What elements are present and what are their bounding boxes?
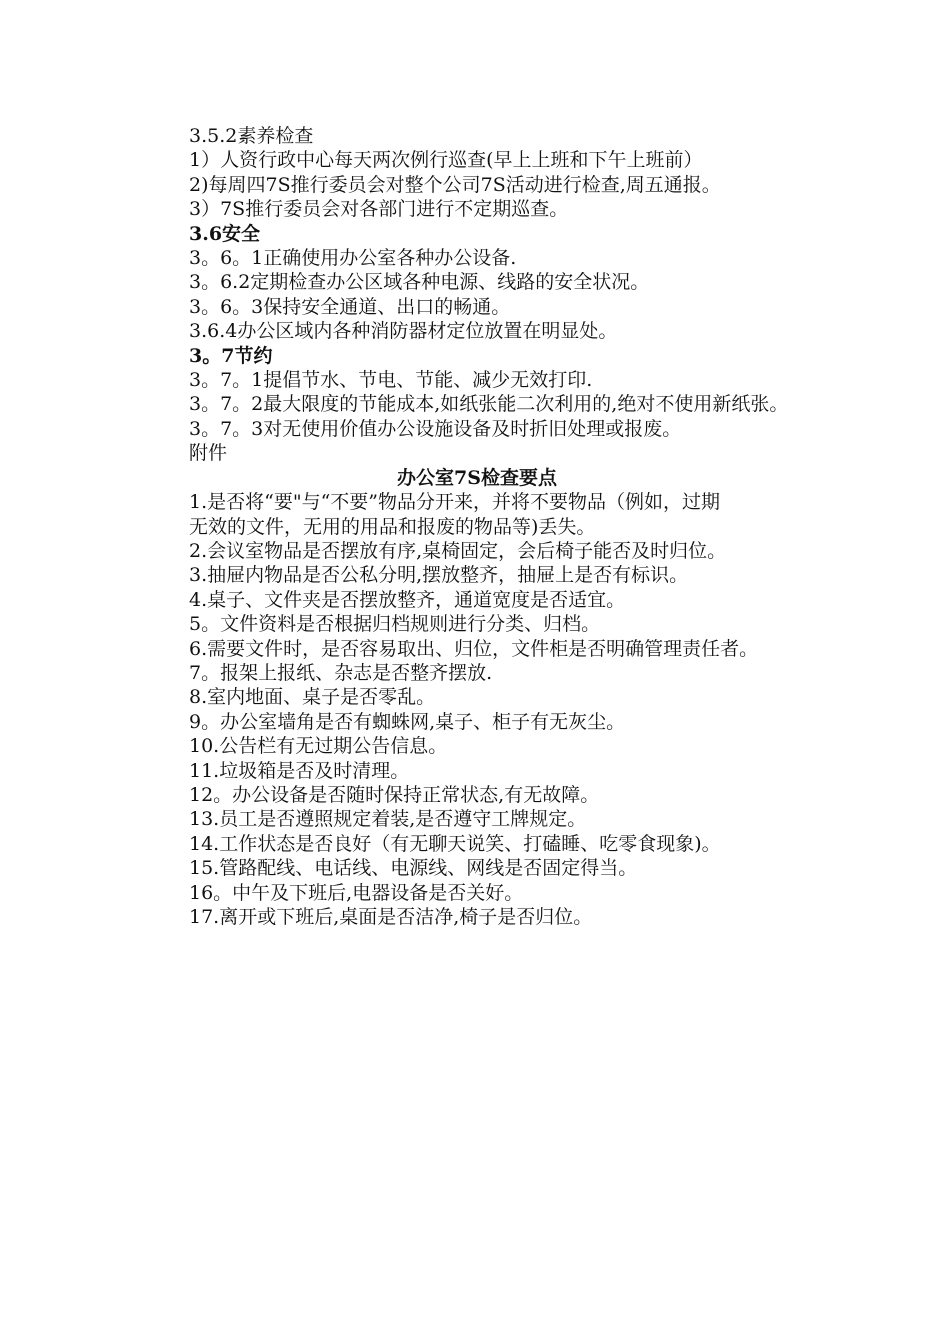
checklist-item-7: 7。报架上报纸、杂志是否整齐摆放. [189,661,493,684]
checklist-item-10: 10.公告栏有无过期公告信息。 [189,735,448,758]
document-body [147,124,807,929]
section-36-heading: 3.6安全 [189,222,261,245]
section-37-heading: 3。7节约 [189,344,273,367]
checklist-item-17: 17.离开或下班后,桌面是否洁净,椅子是否归位。 [189,906,593,928]
checklist-item-13: 13.员工是否遵照规定着装,是否遵守工牌规定。 [189,808,587,831]
attachment-label: 附件 [189,442,228,465]
checklist-item-4: 4.桌子、文件夹是否摆放整齐，通道宽度是否适宜。 [189,588,626,611]
checklist-item-12: 12。办公设备是否随时保持正常状态,有无故障。 [189,783,600,806]
section-36-item-4: 3.6.4办公区域内各种消防器材定位放置在明显处。 [189,320,618,343]
section-37-item-1: 3。7。1提倡节水、节电、节能、减少无效打印. [189,369,593,392]
section-352-item-3: 3）7S推行委员会对各部门进行不定期巡查。 [189,198,569,221]
checklist-item-3: 3.抽屉内物品是否公私分明,摆放整齐，抽屉上是否有标识。 [189,564,689,587]
section-36-item-1: 3。6。1正确使用办公室各种办公设备. [189,247,517,270]
section-352-item-1: 1）人资行政中心每天两次例行巡查(早上上班和下午上班前） [189,149,703,172]
section-37-item-2: 3。7。2最大限度的节能成本,如纸张能二次利用的,绝对不使用新纸张。 [189,393,789,416]
checklist-item-1-continued: 无效的文件，无用的用品和报废的物品等)丢失。 [189,515,596,538]
checklist-item-1: 1.是否将“要"与“不要”物品分开来，并将不要物品（例如，过期 [189,491,721,514]
checklist-item-11: 11.垃圾箱是否及时清理。 [189,759,410,782]
checklist-item-2: 2.会议室物品是否摆放有序,桌椅固定，会后椅子能否及时归位。 [189,539,727,562]
checklist-title: 办公室7S检查要点 [397,466,557,489]
section-36-item-2: 3。6.2定期检查办公区域各种电源、线路的安全状况。 [189,271,650,294]
checklist-item-9: 9。办公室墙角是否有蜘蛛网,桌子、柜子有无灰尘。 [189,710,626,733]
checklist-item-5: 5。文件资料是否根据归档规则进行分类、归档。 [189,613,601,636]
section-352-heading: 3.5.2素养检查 [189,125,314,147]
checklist-item-14: 14.工作状态是否良好（有无聊天说笑、打磕睡、吃零食现象)。 [189,832,721,855]
checklist-item-16: 16。中午及下班后,电器设备是否关好。 [189,881,524,904]
section-37-item-3: 3。7。3对无使用价值办公设施设备及时折旧处理或报废。 [189,417,682,440]
section-352-item-2: 2)每周四7S推行委员会对整个公司7S活动进行检查,周五通报。 [189,173,721,196]
section-36-item-3: 3。6。3保持安全通道、出口的畅通。 [189,295,511,318]
checklist-item-8: 8.室内地面、桌子是否零乱。 [189,686,436,709]
checklist-item-6: 6.需要文件时，是否容易取出、归位，文件柜是否明确管理责任者。 [189,637,759,660]
checklist-item-15: 15.管路配线、电话线、电源线、网线是否固定得当。 [189,857,638,880]
